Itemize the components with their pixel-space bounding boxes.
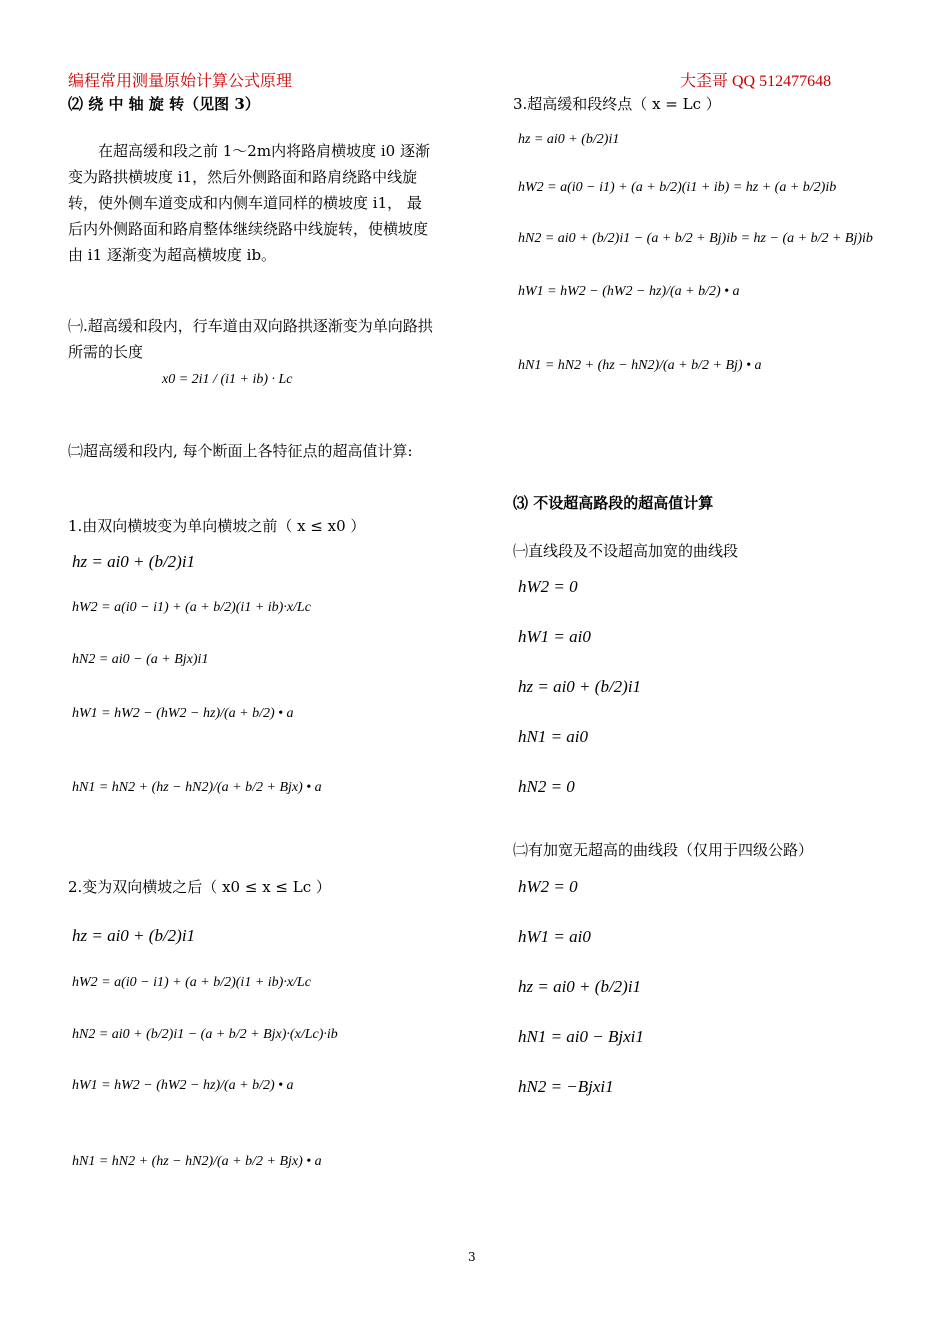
sub1-formula-hn1: hN1 = ai0 xyxy=(518,727,589,746)
sub2-formula-hw2: hW2 = 0 xyxy=(518,877,578,896)
header-left-title: 编程常用测量原始计算公式原理 xyxy=(68,73,293,90)
case1-formula-hw2: hW2 = a(i0 − i1) + (a + b/2)(i1 + ib)·x/Lc xyxy=(72,600,311,615)
case2-formula-hw2: hW2 = a(i0 − i1) + (a + b/2)(i1 + ib)·x/Lc xyxy=(72,975,311,990)
case3-title: 3.超高缓和段终点（ x = Lc ） xyxy=(513,95,721,113)
case2-formula-hn2: hN2 = ai0 + (b/2)i1 − (a + b/2 + Bjx)·(x/Lc)·ib xyxy=(72,1027,338,1042)
sub1-formula-hz: hz = ai0 + (b/2)i1 xyxy=(518,677,642,696)
case2-title: 2.变为双向横坡之后（ x0 ≤ x ≤ Lc ） xyxy=(68,878,331,896)
sub2-formula-hw1: hW1 = ai0 xyxy=(518,927,591,946)
sub1-formula-hn2: hN2 = 0 xyxy=(518,777,575,796)
intro-paragraph: 在超高缓和段之前 1～2m内将路肩横坡度 i0 逐渐变为路拱横坡度 i1，然后外侧路面和路肩绕路中线旋转，使外侧车道变成和内侧车道同样的横坡度 i1， 最后内外侧路面和路肩整体继续绕路中线旋转，使横坡度由 i1 逐渐变为超高横坡度 ib。 xyxy=(68,142,430,264)
sub2-formula-hn2: hN2 = −Bjxi1 xyxy=(518,1077,614,1096)
section3-title: ⑶ 不设超高路段的超高值计算 xyxy=(513,494,714,512)
case1-title: 1.由双向横坡变为单向横坡之前（ x ≤ x0 ） xyxy=(68,517,366,535)
formula-x0: x0 = 2i1 / (i1 + ib) · Lc xyxy=(162,372,293,387)
case1-formula-hn2: hN2 = ai0 − (a + Bjx)i1 xyxy=(72,652,209,667)
page-number: 3 xyxy=(468,1250,476,1264)
case2-formula-hn1: hN1 = hN2 + (hz − hN2)/(a + b/2 + Bjx) • a xyxy=(72,1154,322,1169)
header-right-contact: 大歪哥 QQ 512477648 xyxy=(680,73,832,90)
sub2-title: ㈡有加宽无超高的曲线段（仅用于四级公路） xyxy=(513,841,814,859)
case3-formula-hw2: hW2 = a(i0 − i1) + (a + b/2)(i1 + ib) = hz + (a + b/2)ib xyxy=(518,180,837,195)
section-title-rotate-center: ⑵ 绕 中 轴 旋 转（见图 3） xyxy=(68,95,260,113)
sub2-formula-hn1: hN1 = ai0 − Bjxi1 xyxy=(518,1027,644,1046)
para-superelevation-length: ㈠.超高缓和段内，行车道由双向路拱逐渐变为单向路拱所需的长度 xyxy=(68,317,433,361)
case3-formula-hn1: hN1 = hN2 + (hz − hN2)/(a + b/2 + Bj) • a xyxy=(518,358,762,373)
case1-formula-hn1: hN1 = hN2 + (hz − hN2)/(a + b/2 + Bjx) • a xyxy=(72,780,322,795)
case3-formula-hz: hz = ai0 + (b/2)i1 xyxy=(518,132,620,147)
case1-formula-hz: hz = ai0 + (b/2)i1 xyxy=(72,552,196,571)
sub1-formula-hw2: hW2 = 0 xyxy=(518,577,578,596)
case3-formula-hw1: hW1 = hW2 − (hW2 − hz)/(a + b/2) • a xyxy=(518,284,740,299)
sub1-formula-hw1: hW1 = ai0 xyxy=(518,627,591,646)
para-feature-points: ㈡超高缓和段内, 每个断面上各特征点的超高值计算: xyxy=(68,442,413,460)
sub1-title: ㈠直线段及不设超高加宽的曲线段 xyxy=(513,542,739,560)
case1-formula-hw1: hW1 = hW2 − (hW2 − hz)/(a + b/2) • a xyxy=(72,706,294,721)
case2-formula-hw1: hW1 = hW2 − (hW2 − hz)/(a + b/2) • a xyxy=(72,1078,294,1093)
sub2-formula-hz: hz = ai0 + (b/2)i1 xyxy=(518,977,642,996)
case3-formula-hn2: hN2 = ai0 + (b/2)i1 − (a + b/2 + Bj)ib = hz − (a + b/2 + Bj)ib xyxy=(518,231,873,246)
case2-formula-hz: hz = ai0 + (b/2)i1 xyxy=(72,926,196,945)
